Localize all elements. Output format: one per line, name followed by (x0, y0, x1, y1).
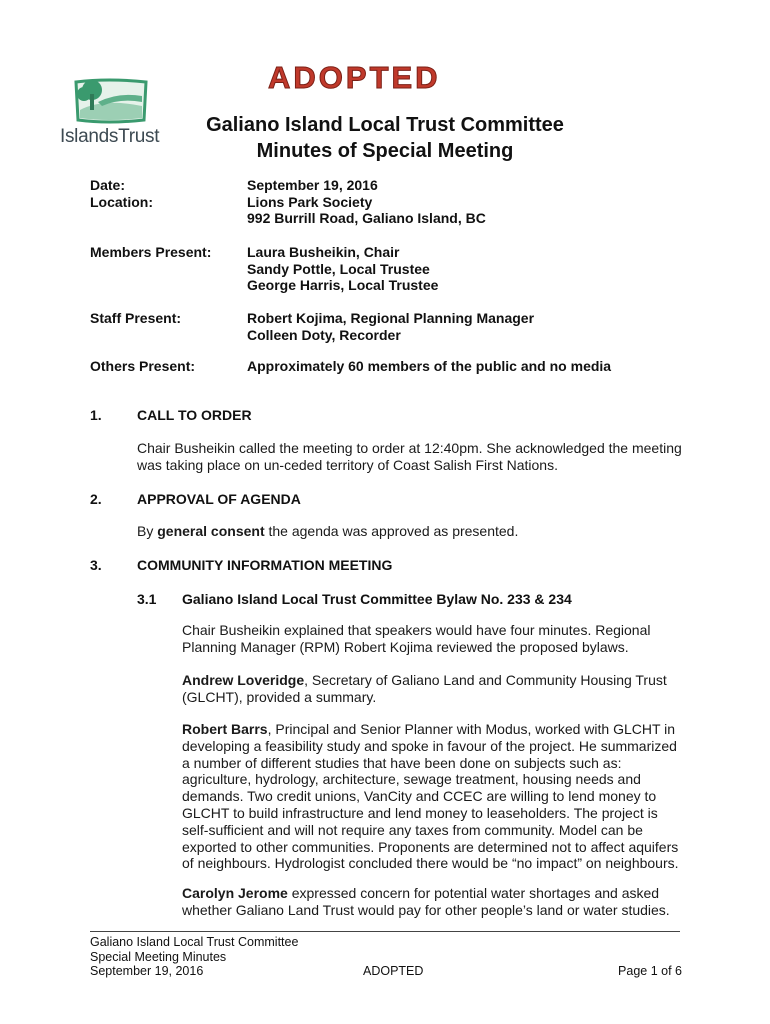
footer-status: ADOPTED (363, 964, 424, 978)
text-run: , Secretary of Galiano Land and Community Housing Trust (GLCHT), provided a summary. (182, 672, 667, 705)
footer-line: September 19, 2016 (90, 964, 204, 978)
member-item: Sandy Pottle, Local Trustee (247, 260, 430, 277)
speaker-name: Andrew Loveridge (182, 672, 305, 688)
footer-line: Special Meeting Minutes (90, 949, 227, 964)
text-run: the agenda was approved as presented. (264, 523, 519, 539)
staff-item: Robert Kojima, Regional Planning Manager (247, 310, 535, 326)
subsection-paragraph (182, 672, 687, 706)
subsection-paragraph (182, 721, 687, 872)
subsection-paragraph (182, 885, 687, 919)
speaker-name: Carolyn Jerome (182, 885, 288, 901)
islands-trust-logo-icon (68, 76, 150, 126)
footer-line: Galiano Island Local Trust Committee (90, 935, 299, 949)
title-line-2: Minutes of Special Meeting (256, 140, 514, 162)
page-number: Page 1 of 6 (618, 964, 682, 978)
section-2-text (137, 523, 682, 540)
logo-text: IslandsTrust (60, 126, 160, 147)
subsection-paragraph: Chair Busheikin explained that speakers would have four minutes. Regional Planning Manager (RPM) Robert Kojima reviewed the proposed bylaws. (182, 622, 651, 655)
section-title: CALL TO ORDER (137, 407, 252, 423)
location-label: Location: (90, 193, 153, 210)
staff-label: Staff Present: (90, 310, 182, 326)
footer-rule (90, 931, 680, 932)
subsection-number: 3.1 (137, 591, 157, 607)
section-number: 3. (90, 557, 102, 573)
member-item: Laura Busheikin, Chair (247, 244, 400, 260)
section-title: APPROVAL OF AGENDA (137, 491, 301, 507)
location-line: Lions Park Society (247, 193, 373, 210)
text-run: By (137, 523, 158, 539)
text-run: expressed concern for potential water shortages and asked whether Galiano Land Trust would pay for other people’s land or water studies. (182, 885, 670, 918)
staff-item: Colleen Doty, Recorder (247, 326, 401, 343)
document-title (150, 112, 620, 164)
section-title: COMMUNITY INFORMATION MEETING (137, 557, 393, 573)
meeting-date: September 19, 2016 (247, 177, 378, 193)
text-run: , Principal and Senior Planner with Modus, worked with GLCHT in developing a feasibility study and spoke in favour of the project. He summarized a number of different studies that have been done on subjects such as: agriculture, hydrology, architecture, sewage treatment, housing needs and demands. Two credit unions, VanCity and CCEC are willing to lend money to GLCHT to build infrastructure and lend money to leaseholders. The project is self-sufficient and will not require any taxes from community. Model can be exported to other communities. Proponents are determined not to affect aquifers of neighbours. Hydrologist concluded there would be “no impact” on neighbours. (182, 721, 679, 872)
adopted-stamp: ADOPTED (268, 60, 441, 95)
bold-text: general consent (157, 523, 265, 539)
others-value: Approximately 60 members of the public and no media (247, 358, 612, 374)
location-line: 992 Burrill Road, Galiano Island, BC (247, 210, 486, 226)
subsection-title: Galiano Island Local Trust Committee Bylaw No. 233 & 234 (182, 591, 572, 607)
section-1-text: Chair Busheikin called the meeting to order at 12:40pm. She acknowledged the meeting was taking place on un-ceded territory of Coast Salish First Nations. (137, 440, 682, 473)
title-line-1: Galiano Island Local Trust Committee (206, 114, 564, 136)
members-label: Members Present: (90, 244, 212, 260)
section-number: 2. (90, 491, 102, 507)
footer-left (90, 935, 298, 979)
date-label: Date: (90, 177, 126, 193)
speaker-name: Robert Barrs (182, 721, 268, 737)
member-item: George Harris, Local Trustee (247, 277, 439, 293)
section-number: 1. (90, 407, 102, 423)
others-label: Others Present: (90, 358, 196, 374)
